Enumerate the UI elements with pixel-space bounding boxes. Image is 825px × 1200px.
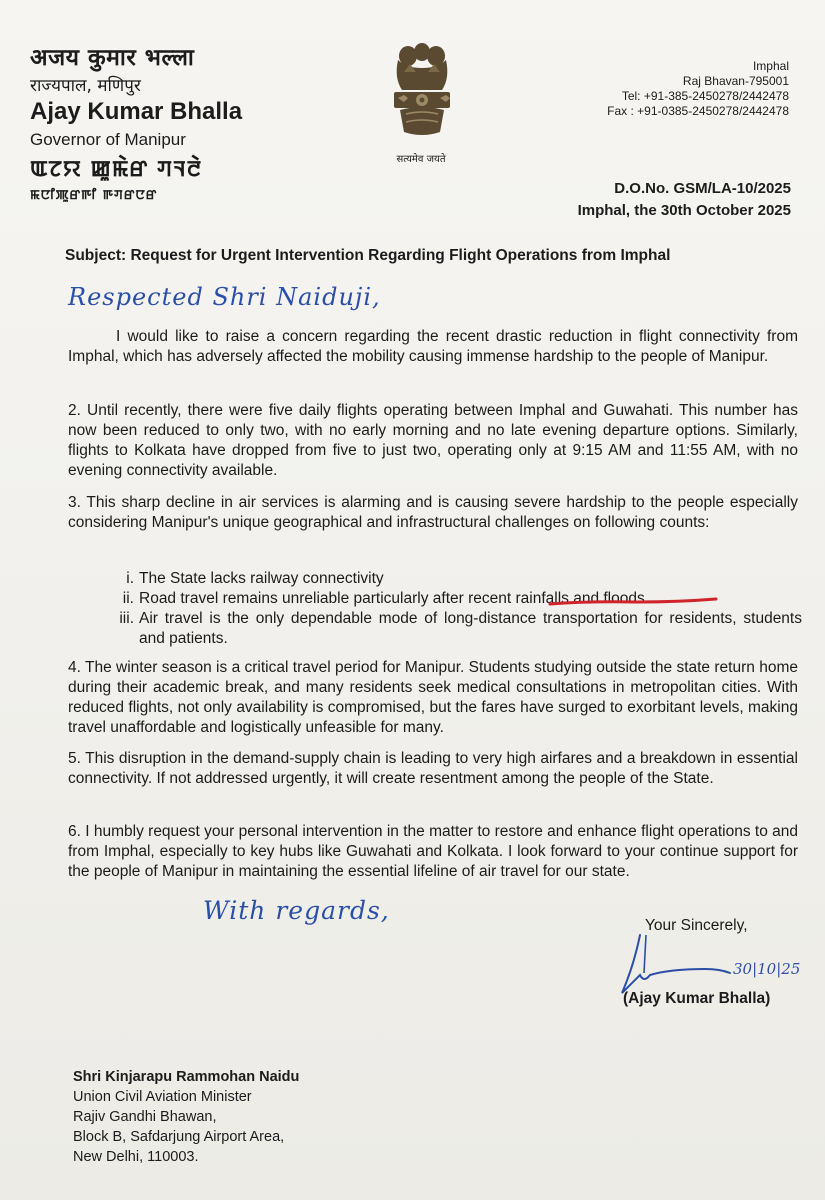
recipient-address xyxy=(73,1067,299,1167)
paragraph-1: I would like to raise a concern regarding the recent drastic reduction in flight connectivity from Imphal, which has adversely affected the mobility causing immense hardship to the people of Manipur. xyxy=(68,328,798,365)
list-item-number: ii. xyxy=(122,590,134,607)
governor-title-english: Governor of Manipur xyxy=(30,130,186,149)
closing-text: Your Sincerely, xyxy=(645,917,748,934)
address-office: Raj Bhavan-795001 xyxy=(682,74,789,88)
do-number: D.O.No. GSM/LA-10/2025 xyxy=(614,180,791,197)
challenges-list xyxy=(112,569,802,649)
letter-subject: Subject: Request for Urgent Intervention Regarding Flight Operations from Imphal xyxy=(65,247,671,264)
letter-reference xyxy=(578,178,791,222)
paragraph-3: 3. This sharp decline in air services is alarming and is causing severe hardship to the people especially considering Manipur's unique geographical and infrastructural challenges on following counts: xyxy=(68,494,798,531)
governor-name-english: Ajay Kumar Bhalla xyxy=(30,98,243,125)
list-item-number: i. xyxy=(126,570,134,587)
list-item-text: Air travel is the only dependable mode of long-distance transportation for residents, students and patients. xyxy=(139,610,802,647)
letter-date: Imphal, the 30th October 2025 xyxy=(577,202,791,219)
governor-name-meitei: ꯑꯖꯌ ꯀꯨꯃꯥꯔ ꯚꯜꯂꯥ xyxy=(30,157,203,182)
governor-title-hindi: राज्यपाल, मणिपुर xyxy=(30,76,141,96)
list-item-text: The State lacks railway connectivity xyxy=(139,570,384,587)
paragraph-4: 4. The winter season is a critical travel period for Manipur. Students studying outside the state return home during their academic break, and many residents seek medical consultations in metropolitan cities. With reduced flights, not only availability is compromised, but the fares have surged to exorbitant levels, making travel unaffordable and logistically unfeasible for many. xyxy=(68,659,798,736)
paragraph-6: 6. I humbly request your personal intervention in the matter to restore and enhance flight operations to and from Imphal, especially to key hubs like Guwahati and Kolkata. I look forward to your continue support for the people of Manipur in maintaining the essential lifeline of air travel for our state. xyxy=(68,823,798,880)
signature-date: 30|10|25 xyxy=(733,960,801,978)
office-address xyxy=(607,59,789,119)
recipient-line: Block B, Safdarjung Airport Area, xyxy=(73,1129,285,1145)
emblem-motto: सत्यमेव जयते xyxy=(396,154,446,165)
recipient-line: New Delhi, 110003. xyxy=(73,1149,199,1165)
signatory-name: (Ajay Kumar Bhalla) xyxy=(623,990,771,1007)
recipient-name: Shri Kinjarapu Rammohan Naidu xyxy=(73,1069,300,1085)
recipient-line: Rajiv Gandhi Bhawan, xyxy=(73,1109,217,1125)
list-item-text: Road travel remains unreliable particularly after recent rainfalls and floods. xyxy=(139,590,650,607)
list-item xyxy=(112,609,802,649)
paragraph-2: 2. Until recently, there were five daily flights operating between Imphal and Guwahati. This number has now been reduced to only two, with no early morning and no late evening departure options. Similarly, flights to Kolkata have dropped from five to just two, operating only at 9:15 AM and 11:55 AM, with no evening connectivity available. xyxy=(68,402,798,479)
list-item xyxy=(112,569,802,589)
recipient-line: Union Civil Aviation Minister xyxy=(73,1089,252,1105)
paragraph-5: 5. This disruption in the demand-supply chain is leading to very high airfares and a breakdown in essential connectivity. If not addressed urgently, it will create resentment among the people of the State. xyxy=(68,750,798,787)
address-fax: Fax : +91-0385-2450278/2442478 xyxy=(607,104,789,118)
red-underline-mark xyxy=(548,597,718,607)
governor-title-meitei: ꯃꯅꯤꯄꯨꯔꯒꯤ ꯒꯚꯔꯅꯔ xyxy=(30,188,158,203)
national-emblem-icon xyxy=(380,38,464,146)
handwritten-salutation: Respected Shri Naiduji, xyxy=(68,283,381,311)
address-city: Imphal xyxy=(752,59,789,73)
handwritten-regards: With regards, xyxy=(203,896,390,925)
address-tel: Tel: +91-385-2450278/2442478 xyxy=(621,89,789,103)
governor-name-hindi: अजय कुमार भल्ला xyxy=(30,45,195,71)
list-item-number: iii. xyxy=(119,610,134,627)
